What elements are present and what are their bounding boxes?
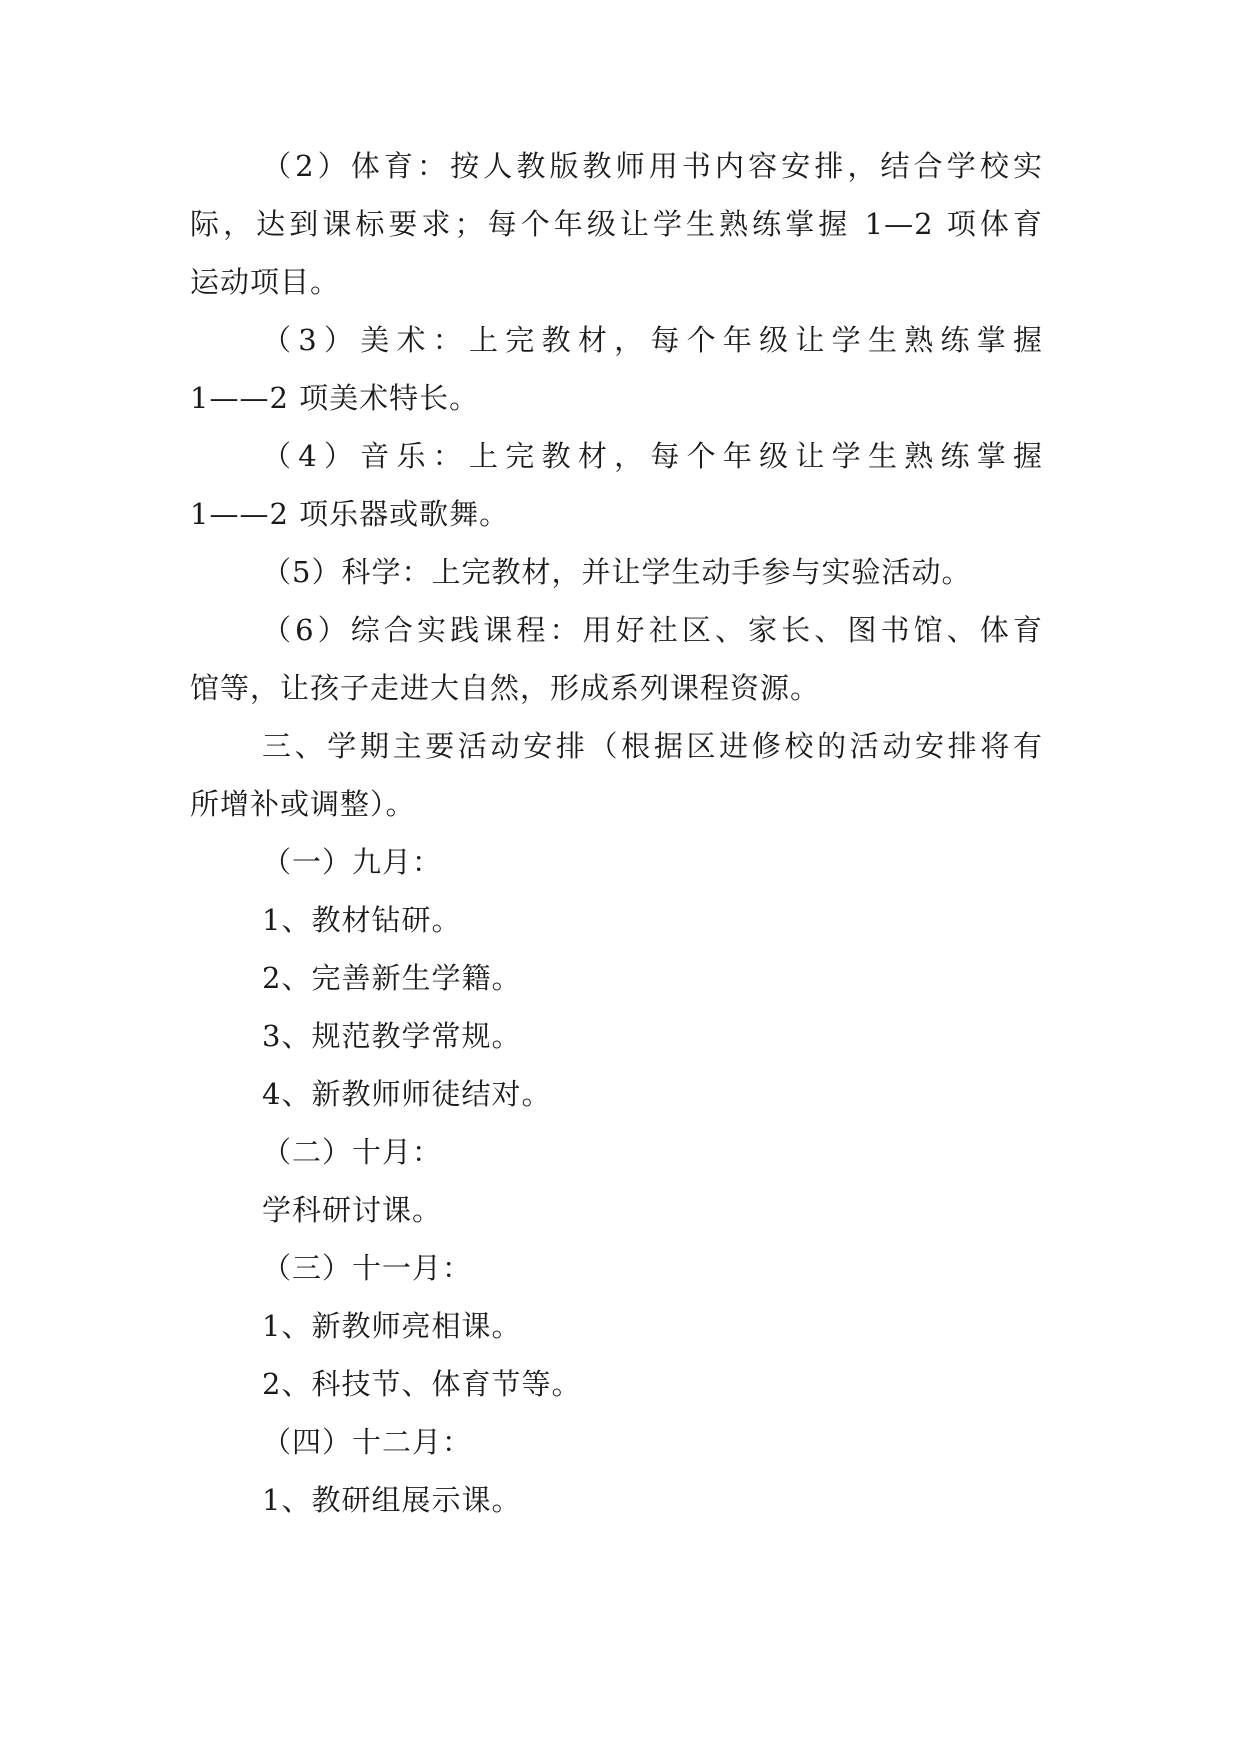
paragraph-pe-line-1: （2）体育：按人教版教师用书内容安排，结合学校实: [262, 149, 1043, 183]
paragraph-art-line-1: （3）美术：上完教材，每个年级让学生熟练掌握: [262, 323, 1043, 357]
september-heading: （一）九月：: [262, 845, 443, 879]
november-item-1: 1、新教师亮相课。: [262, 1309, 522, 1343]
december-heading: （四）十二月：: [262, 1425, 473, 1459]
november-heading: （三）十一月：: [262, 1251, 473, 1285]
section-three-heading-line-2: 所增补或调整）。: [190, 787, 416, 821]
october-heading: （二）十月：: [262, 1135, 443, 1169]
september-item-1: 1、教材钻研。: [262, 903, 462, 937]
october-item-1: 学科研讨课。: [262, 1193, 443, 1227]
september-item-4: 4、新教师师徒结对。: [262, 1077, 552, 1111]
paragraph-practice-line-2: 馆等，让孩子走进大自然，形成系列课程资源。: [190, 671, 821, 705]
paragraph-pe-line-3: 运动项目。: [190, 265, 341, 299]
paragraph-art-line-2: 1——2 项美术特长。: [190, 381, 480, 415]
paragraph-music-line-2: 1——2 项乐器或歌舞。: [190, 497, 510, 531]
paragraph-science-line-1: （5）科学：上完教材，并让学生动手参与实验活动。: [262, 555, 972, 589]
paragraph-pe-line-2: 际，达到课标要求；每个年级让学生熟练掌握 1—2 项体育: [190, 207, 1043, 241]
section-three-heading-line-1: 三、学期主要活动安排（根据区进修校的活动安排将有: [262, 729, 1043, 763]
september-item-3: 3、规范教学常规。: [262, 1019, 522, 1053]
paragraph-music-line-1: （4）音乐：上完教材，每个年级让学生熟练掌握: [262, 439, 1043, 473]
paragraph-practice-line-1: （6）综合实践课程：用好社区、家长、图书馆、体育: [262, 613, 1043, 647]
december-item-1: 1、教研组展示课。: [262, 1483, 522, 1517]
september-item-2: 2、完善新生学籍。: [262, 961, 522, 995]
november-item-2: 2、科技节、体育节等。: [262, 1367, 582, 1401]
